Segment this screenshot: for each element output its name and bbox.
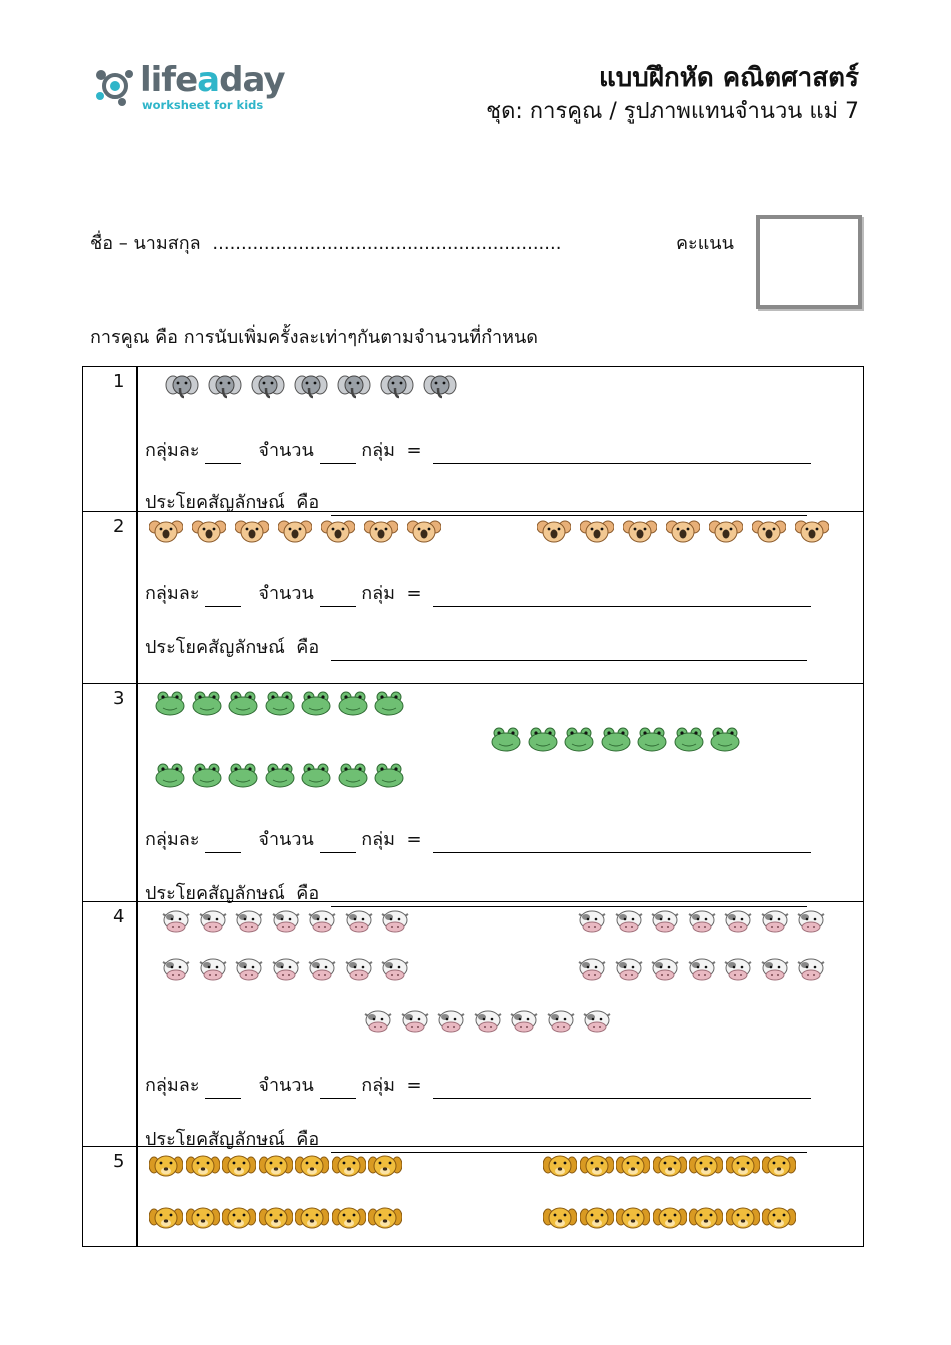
logo: [92, 60, 292, 120]
question-row-5: [83, 1146, 863, 1247]
dog-icon: [689, 1205, 723, 1231]
frog-icon: [226, 762, 260, 788]
cow-icon: [612, 956, 646, 982]
koala-icon: [364, 518, 398, 544]
answer-line-sentence: ประโยคสัญลักษณ์ คือ: [145, 878, 807, 907]
elephant-icon: [251, 373, 285, 399]
frog-icon: [372, 762, 406, 788]
cow-icon: [794, 908, 828, 934]
cow-icon: [721, 956, 755, 982]
group-count-blank[interactable]: [320, 588, 356, 607]
cow-icon: [575, 908, 609, 934]
total-blank[interactable]: [433, 588, 811, 607]
cow-icon: [232, 956, 266, 982]
frog-icon: [635, 726, 669, 752]
frog-icon: [153, 690, 187, 716]
koala-icon: [795, 518, 829, 544]
group-count-blank[interactable]: [320, 445, 356, 464]
frog-icon: [263, 690, 297, 716]
cow-icon: [342, 956, 376, 982]
dog-icon: [762, 1153, 796, 1179]
question-number: 4: [113, 906, 125, 927]
dog-icon: [580, 1205, 614, 1231]
per-group-blank[interactable]: [205, 1080, 241, 1099]
koala-icon: [580, 518, 614, 544]
dog-icon: [762, 1205, 796, 1231]
elephant-icon: [423, 373, 457, 399]
dog-icon: [186, 1205, 220, 1231]
question-row-1: [83, 367, 863, 511]
total-blank[interactable]: [433, 834, 811, 853]
frog-icon: [336, 762, 370, 788]
score-label: คะแนน: [676, 233, 734, 254]
elephant-icon: [165, 373, 199, 399]
answer-line-sentence: ประโยคสัญลักษณ์ คือ: [145, 487, 807, 516]
dog-icon: [543, 1205, 577, 1231]
dog-icon: [616, 1205, 650, 1231]
elephant-icon: [208, 373, 242, 399]
cow-icon: [269, 956, 303, 982]
koala-icon: [407, 518, 441, 544]
question-row-2: [83, 511, 863, 684]
dog-icon: [726, 1205, 760, 1231]
koala-icon: [666, 518, 700, 544]
sentence-blank[interactable]: [331, 642, 807, 661]
koala-icon: [752, 518, 786, 544]
dog-icon: [689, 1153, 723, 1179]
frog-icon: [526, 726, 560, 752]
cow-icon: [507, 1008, 541, 1034]
cow-icon: [305, 956, 339, 982]
koala-icon: [321, 518, 355, 544]
logo-wordmark: lifeaday: [140, 60, 285, 100]
dog-icon: [653, 1205, 687, 1231]
cow-icon: [758, 956, 792, 982]
dog-icon: [295, 1205, 329, 1231]
cow-icon: [648, 956, 682, 982]
frog-icon: [562, 726, 596, 752]
koala-icon: [623, 518, 657, 544]
dog-icon: [653, 1153, 687, 1179]
koala-icon: [537, 518, 571, 544]
cow-icon: [580, 1008, 614, 1034]
cow-icon: [196, 956, 230, 982]
dog-icon: [543, 1153, 577, 1179]
cow-icon: [159, 956, 193, 982]
answer-line-groups: กลุ่มละ จำนวน กลุ่ม =: [145, 824, 811, 853]
cow-icon: [378, 956, 412, 982]
koala-icon: [192, 518, 226, 544]
cow-icon: [544, 1008, 578, 1034]
question-number: 2: [113, 516, 125, 537]
frog-icon: [153, 762, 187, 788]
cow-icon: [305, 908, 339, 934]
page-subtitle: ชุด: การคูณ / รูปภาพแทนจำนวน แม่ 7: [486, 99, 859, 124]
logo-tagline: worksheet for kids: [142, 98, 264, 112]
cow-icon: [269, 908, 303, 934]
dog-icon: [332, 1153, 366, 1179]
elephant-icon: [294, 373, 328, 399]
cow-icon: [612, 908, 646, 934]
frog-icon: [372, 690, 406, 716]
cow-icon: [685, 956, 719, 982]
frog-icon: [599, 726, 633, 752]
page-title: แบบฝึกหัด คณิตศาสตร์: [598, 63, 859, 93]
dog-icon: [259, 1205, 293, 1231]
dog-icon: [259, 1153, 293, 1179]
cow-icon: [434, 1008, 468, 1034]
elephant-icon: [337, 373, 371, 399]
frog-icon: [299, 762, 333, 788]
name-label: ชื่อ – นามสกุล: [90, 233, 201, 254]
cow-icon: [232, 908, 266, 934]
koala-icon: [235, 518, 269, 544]
group-count-blank[interactable]: [320, 834, 356, 853]
cow-icon: [794, 956, 828, 982]
name-field[interactable]: [90, 228, 561, 257]
frog-icon: [672, 726, 706, 752]
per-group-blank[interactable]: [205, 588, 241, 607]
exercise-table: [82, 366, 864, 1247]
question-row-3: [83, 683, 863, 902]
question-row-4: [83, 901, 863, 1150]
cow-icon: [342, 908, 376, 934]
dog-icon: [368, 1153, 402, 1179]
cow-icon: [378, 908, 412, 934]
group-count-blank[interactable]: [320, 1080, 356, 1099]
dog-icon: [295, 1153, 329, 1179]
dog-icon: [332, 1205, 366, 1231]
frog-icon: [299, 690, 333, 716]
dog-icon: [580, 1153, 614, 1179]
cow-icon: [575, 956, 609, 982]
question-number: 5: [113, 1151, 125, 1172]
answer-line-sentence: ประโยคสัญลักษณ์ คือ: [145, 632, 807, 661]
frog-icon: [489, 726, 523, 752]
frog-icon: [263, 762, 297, 788]
frog-icon: [226, 690, 260, 716]
frog-icon: [190, 762, 224, 788]
answer-line-groups: กลุ่มละ จำนวน กลุ่ม =: [145, 578, 811, 607]
frog-icon: [336, 690, 370, 716]
answer-line-groups: กลุ่มละ จำนวน กลุ่ม =: [145, 435, 811, 464]
dog-icon: [186, 1153, 220, 1179]
per-group-blank[interactable]: [205, 834, 241, 853]
answer-line-sentence: ประโยคสัญลักษณ์ คือ: [145, 1124, 807, 1153]
question-number: 3: [113, 688, 125, 709]
cow-icon: [196, 908, 230, 934]
logo-icon: [92, 62, 138, 110]
question-number: 1: [113, 371, 125, 392]
koala-icon: [709, 518, 743, 544]
dog-icon: [616, 1153, 650, 1179]
dog-icon: [149, 1153, 183, 1179]
dog-icon: [726, 1153, 760, 1179]
elephant-icon: [380, 373, 414, 399]
frog-icon: [190, 690, 224, 716]
cow-icon: [361, 1008, 395, 1034]
koala-icon: [278, 518, 312, 544]
definition-text: การคูณ คือ การนับเพิ่มครั้งละเท่าๆกันตามจำนวนที่กำหนด: [90, 327, 538, 348]
answer-line-groups: กลุ่มละ จำนวน กลุ่ม =: [145, 1070, 811, 1099]
frog-icon: [708, 726, 742, 752]
name-dots: .............................................................: [212, 233, 562, 254]
cow-icon: [159, 908, 193, 934]
per-group-blank[interactable]: [205, 445, 241, 464]
total-blank[interactable]: [433, 445, 811, 464]
score-box[interactable]: [756, 215, 862, 309]
cow-icon: [721, 908, 755, 934]
koala-icon: [149, 518, 183, 544]
dog-icon: [368, 1205, 402, 1231]
cow-icon: [758, 908, 792, 934]
cow-icon: [398, 1008, 432, 1034]
dog-icon: [222, 1205, 256, 1231]
cow-icon: [685, 908, 719, 934]
dog-icon: [222, 1153, 256, 1179]
cow-icon: [648, 908, 682, 934]
cow-icon: [471, 1008, 505, 1034]
dog-icon: [149, 1205, 183, 1231]
total-blank[interactable]: [433, 1080, 811, 1099]
